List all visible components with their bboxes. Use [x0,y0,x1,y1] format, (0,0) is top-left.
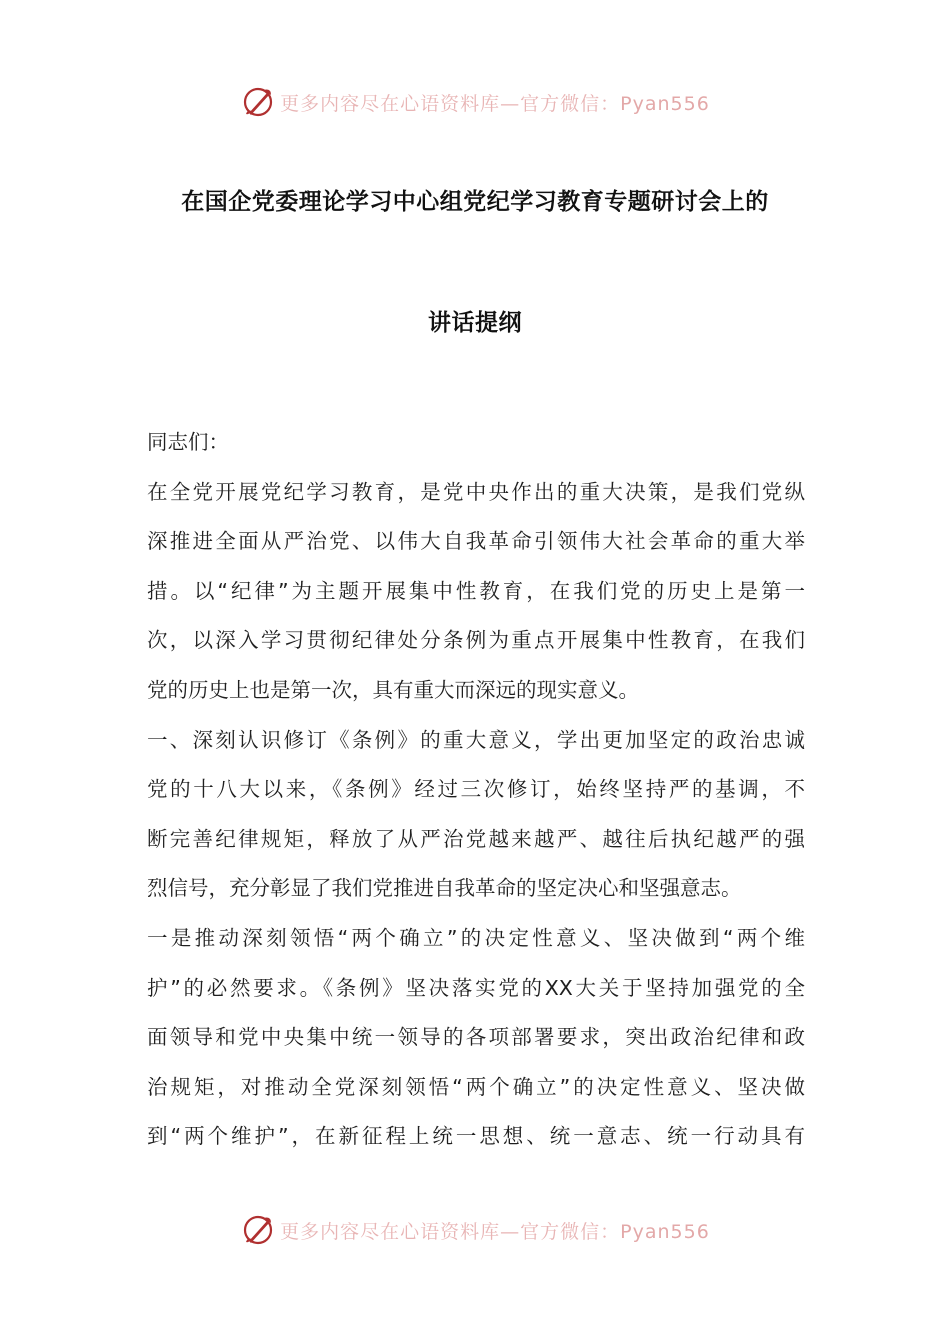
body-line: 面领导和党中央集中统一领导的各项部署要求，突出政治纪律和政 [147,1025,805,1050]
body-line: 治规矩，对推动全党深刻领悟“两个确立”的决定性意义、坚决做 [147,1074,805,1099]
body-line: 到“两个维护”，在新征程上统一思想、统一意志、统一行动具有 [147,1124,805,1149]
quill-pen-logo-icon [240,1212,276,1248]
watermark-text: 更多内容尽在心语资料库—官方微信：Pyan556 [280,92,710,115]
body-line: 在全党开展党纪学习教育，是党中央作出的重大决策，是我们党纵 [147,479,805,504]
wechat-id: Pyan556 [620,1220,710,1243]
wechat-id: Pyan556 [620,92,710,115]
body-line: 烈信号，充分彰显了我们党推进自我革命的坚定决心和坚强意志。 [147,876,742,901]
body-line: 党的十八大以来，《条例》经过三次修订，始终坚持严的基调，不 [147,777,805,802]
section-heading: 一、深刻认识修订《条例》的重大意义，学出更加坚定的政治忠诚 [147,727,805,752]
body-line: 断完善纪律规矩，释放了从严治党越来越严、越往后执纪越严的强 [147,826,805,851]
body-line: 一是推动深刻领悟“两个确立”的决定性意义、坚决做到“两个维 [147,925,805,950]
document-title-line-1: 在国企党委理论学习中心组党纪学习教育专题研讨会上的 [181,189,769,215]
body-line: 党的历史上也是第一次，具有重大而深远的现实意义。 [147,677,639,702]
body-line: 次，以深入学习贯彻纪律处分条例为重点开展集中性教育，在我们 [147,628,805,653]
document-title-line-2: 讲话提纲 [428,310,522,336]
watermark-banner-top [0,80,950,124]
body-line: 深推进全面从严治党、以伟大自我革命引领伟大社会革命的重大举 [147,529,805,554]
quill-pen-logo-icon [240,84,276,120]
watermark-banner-bottom [0,1208,950,1252]
body-line: 护”的必然要求。《条例》坚决落实党的XX大关于坚持加强党的全 [147,975,805,1000]
body-line: 措。以“纪律”为主题开展集中性教育，在我们党的历史上是第一 [147,578,805,603]
salutation: 同志们： [147,430,229,454]
document-body [147,418,805,1162]
watermark-text: 更多内容尽在心语资料库—官方微信：Pyan556 [280,1220,710,1243]
